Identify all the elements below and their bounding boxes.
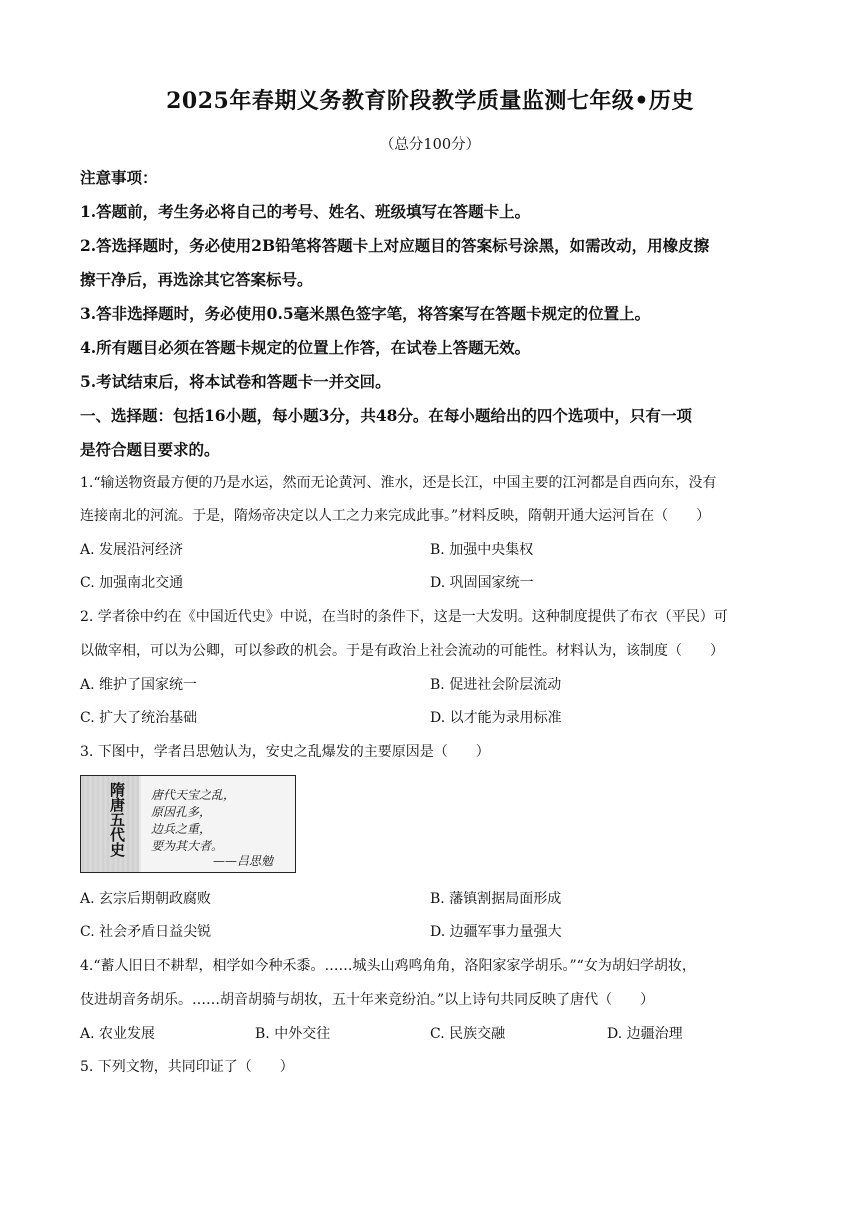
page-subtitle: （总分100分） [379,137,481,153]
notice-item: 3.答非选择题时，务必使用0.5毫米黑色签字笔，将答案写在答题卡规定的位置上。 [80,304,651,323]
notice-item: 擦干净后，再选涂其它答案标号。 [80,270,313,289]
question-1-option-d: D. 巩固国家统一 [430,575,534,591]
question-3-text: 3. 下图中，学者吕思勉认为，安史之乱爆发的主要原因是（ ） [80,744,490,760]
question-4-option-a: A. 农业发展 [80,1026,156,1042]
question-3-option-c: C. 社会矛盾日益尖锐 [80,924,212,940]
quote-line: 要为其大者。 [151,839,224,853]
question-2-option-b: B. 促进社会阶层流动 [430,677,562,693]
question-1-text: 连接南北的河流。于是，隋炀帝决定以人工之力来完成此事。”材料反映，隋朝开通大运河旨在（ ） [80,508,711,524]
notice-item: 5.考试结束后，将本试卷和答题卡一并交回。 [80,372,391,391]
question-5-text: 5. 下列文物，共同印证了（ ） [80,1059,294,1075]
notice-item: 4.所有题目必须在答题卡规定的位置上作答，在试卷上答题无效。 [80,338,531,357]
question-1-text: 1.“输送物资最方便的乃是水运，然而无论黄河、淮水，还是长江，中国主要的江河都是自西向东，没有 [80,475,717,491]
question-1-option-b: B. 加强中央集权 [430,542,534,558]
notice-heading: 注意事项： [80,168,158,187]
page-title: 2025年春期义务教育阶段教学质量监测七年级•历史 [166,88,694,114]
book-spine [81,776,139,872]
question-4-option-c: C. 民族交融 [430,1026,506,1042]
quote-line: 原因孔多， [151,805,212,819]
quote-line: 边兵之重， [151,822,212,836]
section-heading: 一、选择题：包括16小题，每小题3分，共48分。在每小题给出的四个选项中，只有一项 [80,406,692,425]
book-excerpt-image [80,775,296,873]
question-4-text: 伎进胡音务胡乐。……胡音胡骑与胡妆，五十年来竞纷泊。”以上诗句共同反映了唐代（ ） [80,992,655,1008]
question-2-option-c: C. 扩大了统治基础 [80,710,198,726]
question-3-option-b: B. 藩镇割据局面形成 [430,891,562,907]
question-1-option-a: A. 发展沿河经济 [80,542,184,558]
question-2-text: 以做宰相，可以为公卿，可以参政的机会。于是有政治上社会流动的可能性。材料认为，该制度（ ） [80,643,724,659]
question-2-option-d: D. 以才能为录用标准 [430,710,562,726]
question-2-text: 2. 学者徐中约在《中国近代史》中说，在当时的条件下，这是一大发明。这种制度提供了布衣（平民）可 [80,609,728,625]
notice-item: 2.答选择题时，务必使用2B铅笔将答题卡上对应题目的答案标号涂黑，如需改动，用橡皮擦 [80,236,710,255]
question-2-option-a: A. 维护了国家统一 [80,677,198,693]
notice-item: 1.答题前，考生务必将自己的考号、姓名、班级填写在答题卡上。 [80,202,531,221]
quote-author: ——吕思勉 [213,854,274,868]
question-4-option-b: B. 中外交往 [255,1026,331,1042]
section-heading-cont: 是符合题目要求的。 [80,440,220,459]
book-title: 隋唐五代史 [108,782,126,857]
question-3-option-a: A. 玄宗后期朝政腐败 [80,891,212,907]
question-4-text: 4.“蓄人旧日不耕犁，相学如今种禾黍。……城头山鸡鸣角角，洛阳家家学胡乐。”“女为胡妇学胡妆， [80,958,696,974]
question-1-option-c: C. 加强南北交通 [80,575,184,591]
quote-panel [141,776,295,872]
question-4-option-d: D. 边疆治理 [607,1026,683,1042]
quote-line: 唐代天宝之乱， [151,788,236,802]
question-3-option-d: D. 边疆军事力量强大 [430,924,562,940]
